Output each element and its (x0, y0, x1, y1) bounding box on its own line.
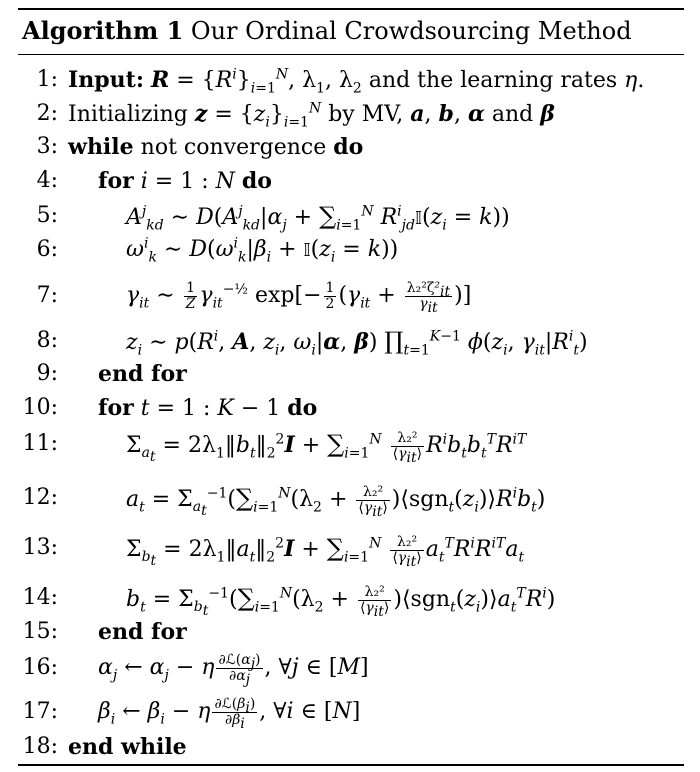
bottom-rule (18, 764, 684, 766)
math-expression: $A^j_{kd}$ ∼ $D(A^j_{kd}|\alpha_j + \sum_{i=1}^N$ $R^i_{jd}𝕀(z_i = k)$) (126, 202, 510, 234)
algo-line-9 (0, 356, 700, 392)
line-text: not convergence (140, 135, 327, 160)
line-body (98, 614, 187, 651)
algo-line-13 (0, 530, 700, 570)
line-number: 3: (36, 134, 58, 159)
caption-rule (18, 54, 684, 55)
keyword-do: do (241, 168, 272, 194)
line-number: 14: (22, 585, 58, 610)
line-body (98, 163, 272, 200)
algo-line-7 (0, 278, 700, 314)
line-number: 2: (36, 101, 58, 126)
algo-line-8 (0, 323, 700, 359)
line-number: 8: (36, 328, 58, 353)
math-expression: i = 1 : N (140, 169, 235, 194)
algo-line-17 (0, 694, 700, 730)
line-number: 4: (36, 168, 58, 193)
keyword-do: do (287, 395, 318, 421)
line-body (98, 356, 187, 393)
math-expression: Initializing $z = \{z_i\}_{i=1}^N$ by MV, a, b, α and β (68, 100, 555, 131)
line-number: 15: (22, 619, 58, 644)
algo-line-5 (0, 198, 700, 234)
math-expression: t = 1 : K − 1 (140, 396, 281, 421)
keyword-for: for (98, 168, 134, 194)
line-number: 1: (36, 67, 58, 92)
line-number: 13: (22, 535, 58, 560)
math-expression: $\Sigma_{a_t}$ = $2\lambda_1‖b_t‖_2^2I + \sum_{i=1}^N$ $\frac{\text{λ₂²}}{⟨\gamma_{it}⟩}$ $R^ib_tb_t^TR^{iT}$ (126, 429, 527, 466)
algo-line-18 (0, 729, 700, 765)
line-number: 18: (22, 734, 58, 759)
algo-line-2 (0, 96, 700, 132)
keyword-end-for: end for (98, 361, 187, 387)
algo-line-4 (0, 163, 700, 199)
algo-line-6 (0, 232, 700, 268)
math-expression: $\Sigma_{b_t}$ = $2\lambda_1‖a_t‖_2^2I + \sum_{i=1}^N$ $\frac{\text{λ₂²}}{⟨\gamma_{it}⟩}$ $a_t^TR^iR^{iT}a_t$ (126, 533, 525, 570)
keyword-for: for (98, 395, 134, 421)
top-rule (18, 8, 684, 10)
keyword-while: while (68, 134, 134, 160)
keyword-input: Input: (68, 67, 144, 93)
algorithm-caption (22, 15, 632, 47)
algo-line-16 (0, 650, 700, 686)
line-number: 5: (36, 203, 58, 228)
line-body (68, 62, 644, 99)
line-body (68, 729, 187, 766)
line-number: 12: (22, 485, 58, 510)
math-expression: $R = \{R^i\}_{i=1}^N$, $\lambda_1$, $\lambda_2$ and the learning rates η. (150, 66, 645, 97)
line-number: 11: (22, 431, 58, 456)
algo-line-14 (0, 580, 700, 620)
line-number: 16: (22, 655, 58, 680)
algo-line-11 (0, 426, 700, 466)
line-number: 17: (22, 699, 58, 724)
algorithm-title: Our Ordinal Crowdsourcing Method (190, 17, 632, 45)
keyword-end-for: end for (98, 619, 187, 645)
keyword-do: do (333, 134, 364, 160)
line-number: 6: (36, 237, 58, 262)
math-expression: $b_t = \Sigma_{b_t}^{-1}(\sum_{i=1}^N(\lambda_2$ + $\frac{\text{λ₂²}}{⟨\gamma_{it}⟩}$ )$⟨sgn_t(z_i)⟩a_t^TR^i$) (126, 583, 556, 620)
algo-line-12 (0, 480, 700, 520)
math-expression: $z_i$ ∼ $p(R^i$, A, $z_i$, $\omega_i|\alpha$, β) $\prod_{t=1}^{K-1}$ $\phi(z_i$, $\gamma_{it}|R^i_t$) (126, 327, 588, 359)
line-number: 9: (36, 361, 58, 386)
math-expression: $a_t = \Sigma_{a_t}^{-1}(\sum_{i=1}^N(\lambda_2$ + $\frac{\text{λ₂²}}{⟨\gamma_{it}⟩}$ )$⟨sgn_t(z_i)⟩R^ib_t$) (126, 483, 546, 520)
math-expression: $\omega^i_k$ ∼ $D(\omega^i_k|\beta_i$ + $𝕀(z_i = k)$) (126, 235, 399, 266)
algo-line-15 (0, 614, 700, 650)
algorithm-label: Algorithm 1 (22, 16, 184, 45)
algo-line-10 (0, 390, 700, 426)
algo-line-1 (0, 62, 700, 98)
keyword-end-while: end while (68, 734, 187, 760)
math-expression: $\gamma_{it}$ ∼ $\frac{1}{Z}$ $\gamma_{it}^{-\frac{1}{2}}$ exp[− $\frac{1}{2}$ ($\gamma_{it}$ + $\frac{\lambda_2^2\zeta^2_{it}}{\gamma_{it}}$ )] (126, 279, 472, 316)
line-number: 7: (36, 283, 58, 308)
math-expression: $\alpha_j$ ← $\alpha_j - \eta$ $\frac{\partial ℒ(\alpha_j)}{\partial\alpha_j}$ , ∀j ∈ [M] (98, 651, 369, 688)
line-body (68, 129, 363, 166)
math-expression: $\beta_i$ ← $\beta_i - \eta$ $\frac{\partial ℒ(\beta_i)}{\partial\beta_i}$ , ∀i ∈ [N] (98, 695, 361, 732)
line-body (98, 390, 317, 427)
algo-line-3 (0, 129, 700, 165)
line-number: 10: (22, 395, 58, 420)
